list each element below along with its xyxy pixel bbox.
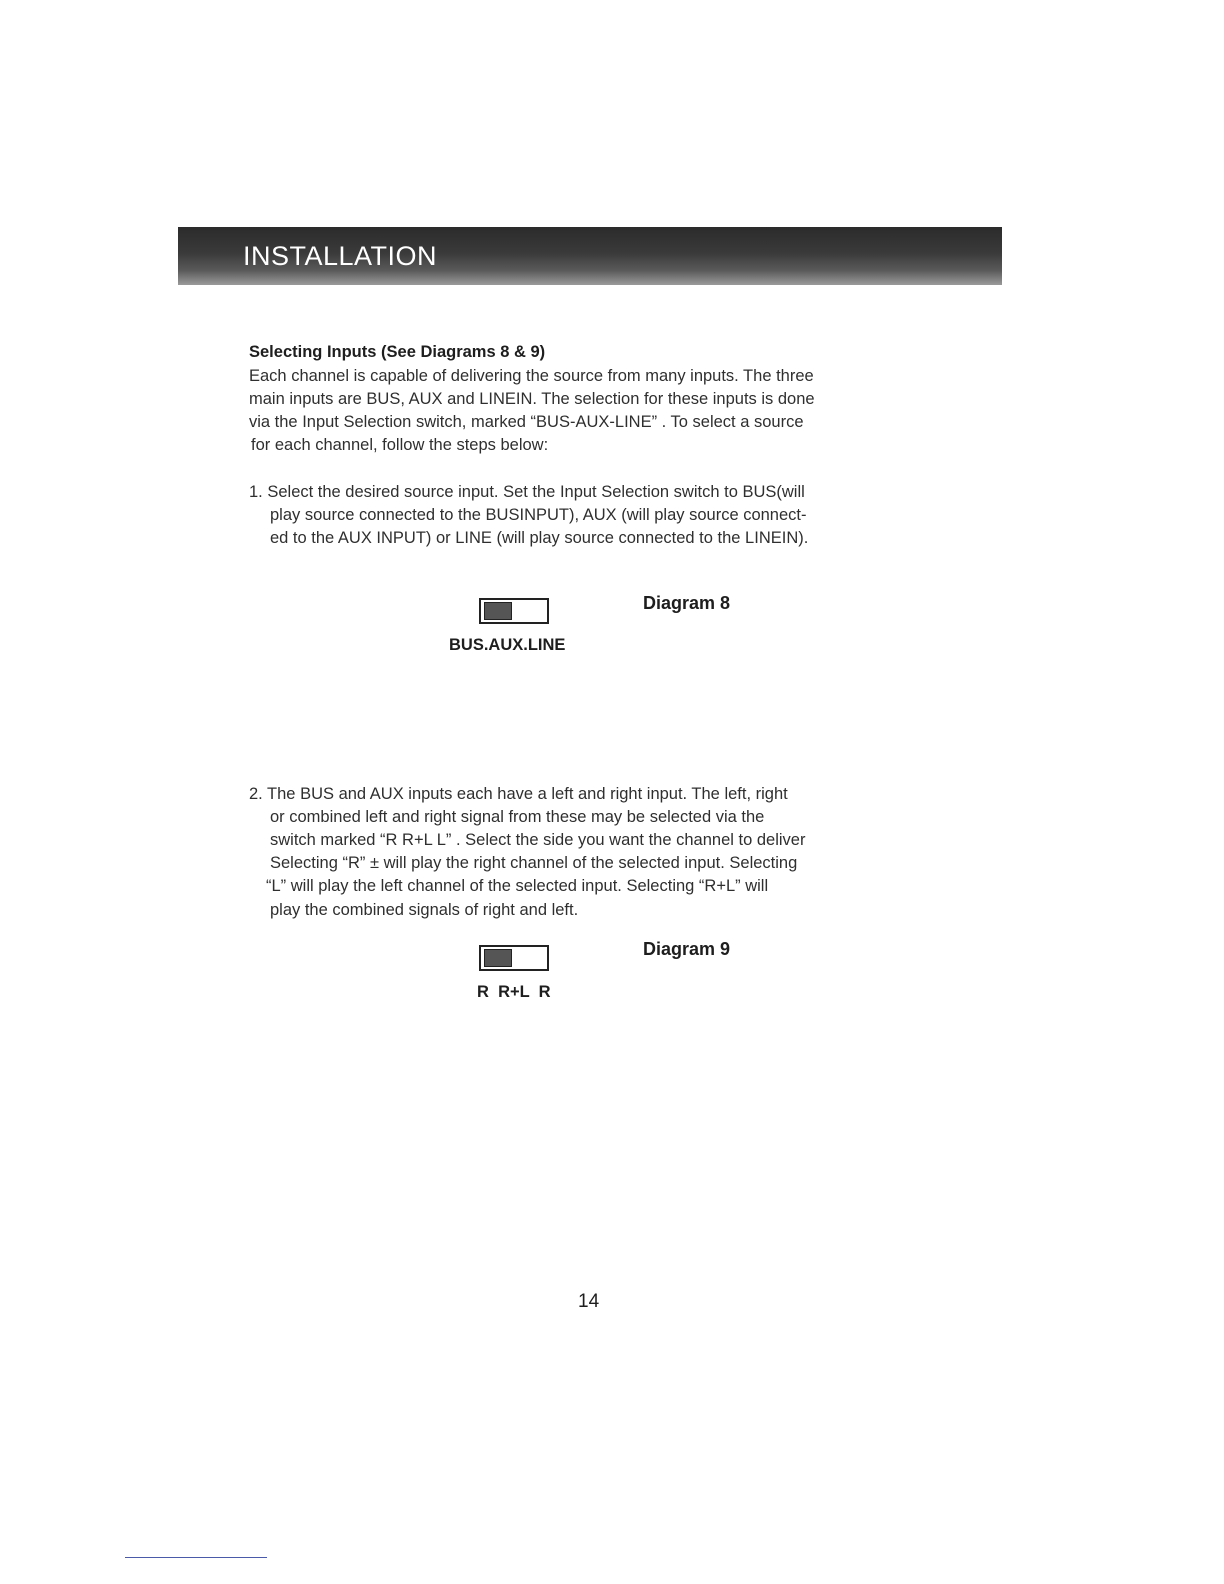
switch-label-bus-aux-line: BUS.AUX.LINE: [449, 636, 566, 654]
page-number: 14: [578, 1291, 600, 1312]
step2-line: Selecting “R” ± will play the right channel of the selected input. Selecting: [270, 854, 798, 872]
step1-line: play source connected to the BUSINPUT), AUX (will play source connect-: [270, 506, 807, 524]
step1-line: 1. Select the desired source input. Set the Input Selection switch to BUS(will: [249, 483, 805, 501]
banner-title: INSTALLATION: [243, 241, 438, 271]
intro-line: for each channel, follow the steps below:: [251, 436, 549, 454]
step2-line: or combined left and right signal from these may be selected via the: [270, 808, 765, 826]
step1-line: ed to the AUX INPUT) or LINE (will play source connected to the LINEIN).: [270, 529, 809, 547]
diagram-8-title: Diagram 8: [643, 593, 731, 613]
step2-line: play the combined signals of right and left.: [270, 901, 579, 919]
step2-line: “L” will play the left channel of the selected input. Selecting “R+L” will: [266, 877, 769, 895]
intro-line: via the Input Selection switch, marked “BUS-AUX-LINE” . To select a source: [249, 413, 804, 431]
intro-line: main inputs are BUS, AUX and LINEIN. The selection for these inputs is done: [249, 390, 815, 408]
switch-knob: [484, 949, 512, 967]
footer-rule: [125, 1557, 267, 1558]
channel-select-switch: [479, 945, 549, 971]
input-selection-switch: [479, 598, 549, 624]
diagram-9-title: Diagram 9: [643, 939, 731, 959]
switch-knob: [484, 602, 512, 620]
section-heading: Selecting Inputs (See Diagrams 8 & 9): [249, 343, 546, 361]
step2-line: 2. The BUS and AUX inputs each have a left and right input. The left, right: [249, 785, 788, 803]
intro-line: Each channel is capable of delivering the source from many inputs. The three: [249, 367, 814, 385]
section-banner: [178, 227, 1002, 285]
switch-label-r-rl-r: R R+L R: [477, 983, 551, 1001]
step2-line: switch marked “R R+L L” . Select the side you want the channel to deliver: [270, 831, 806, 849]
